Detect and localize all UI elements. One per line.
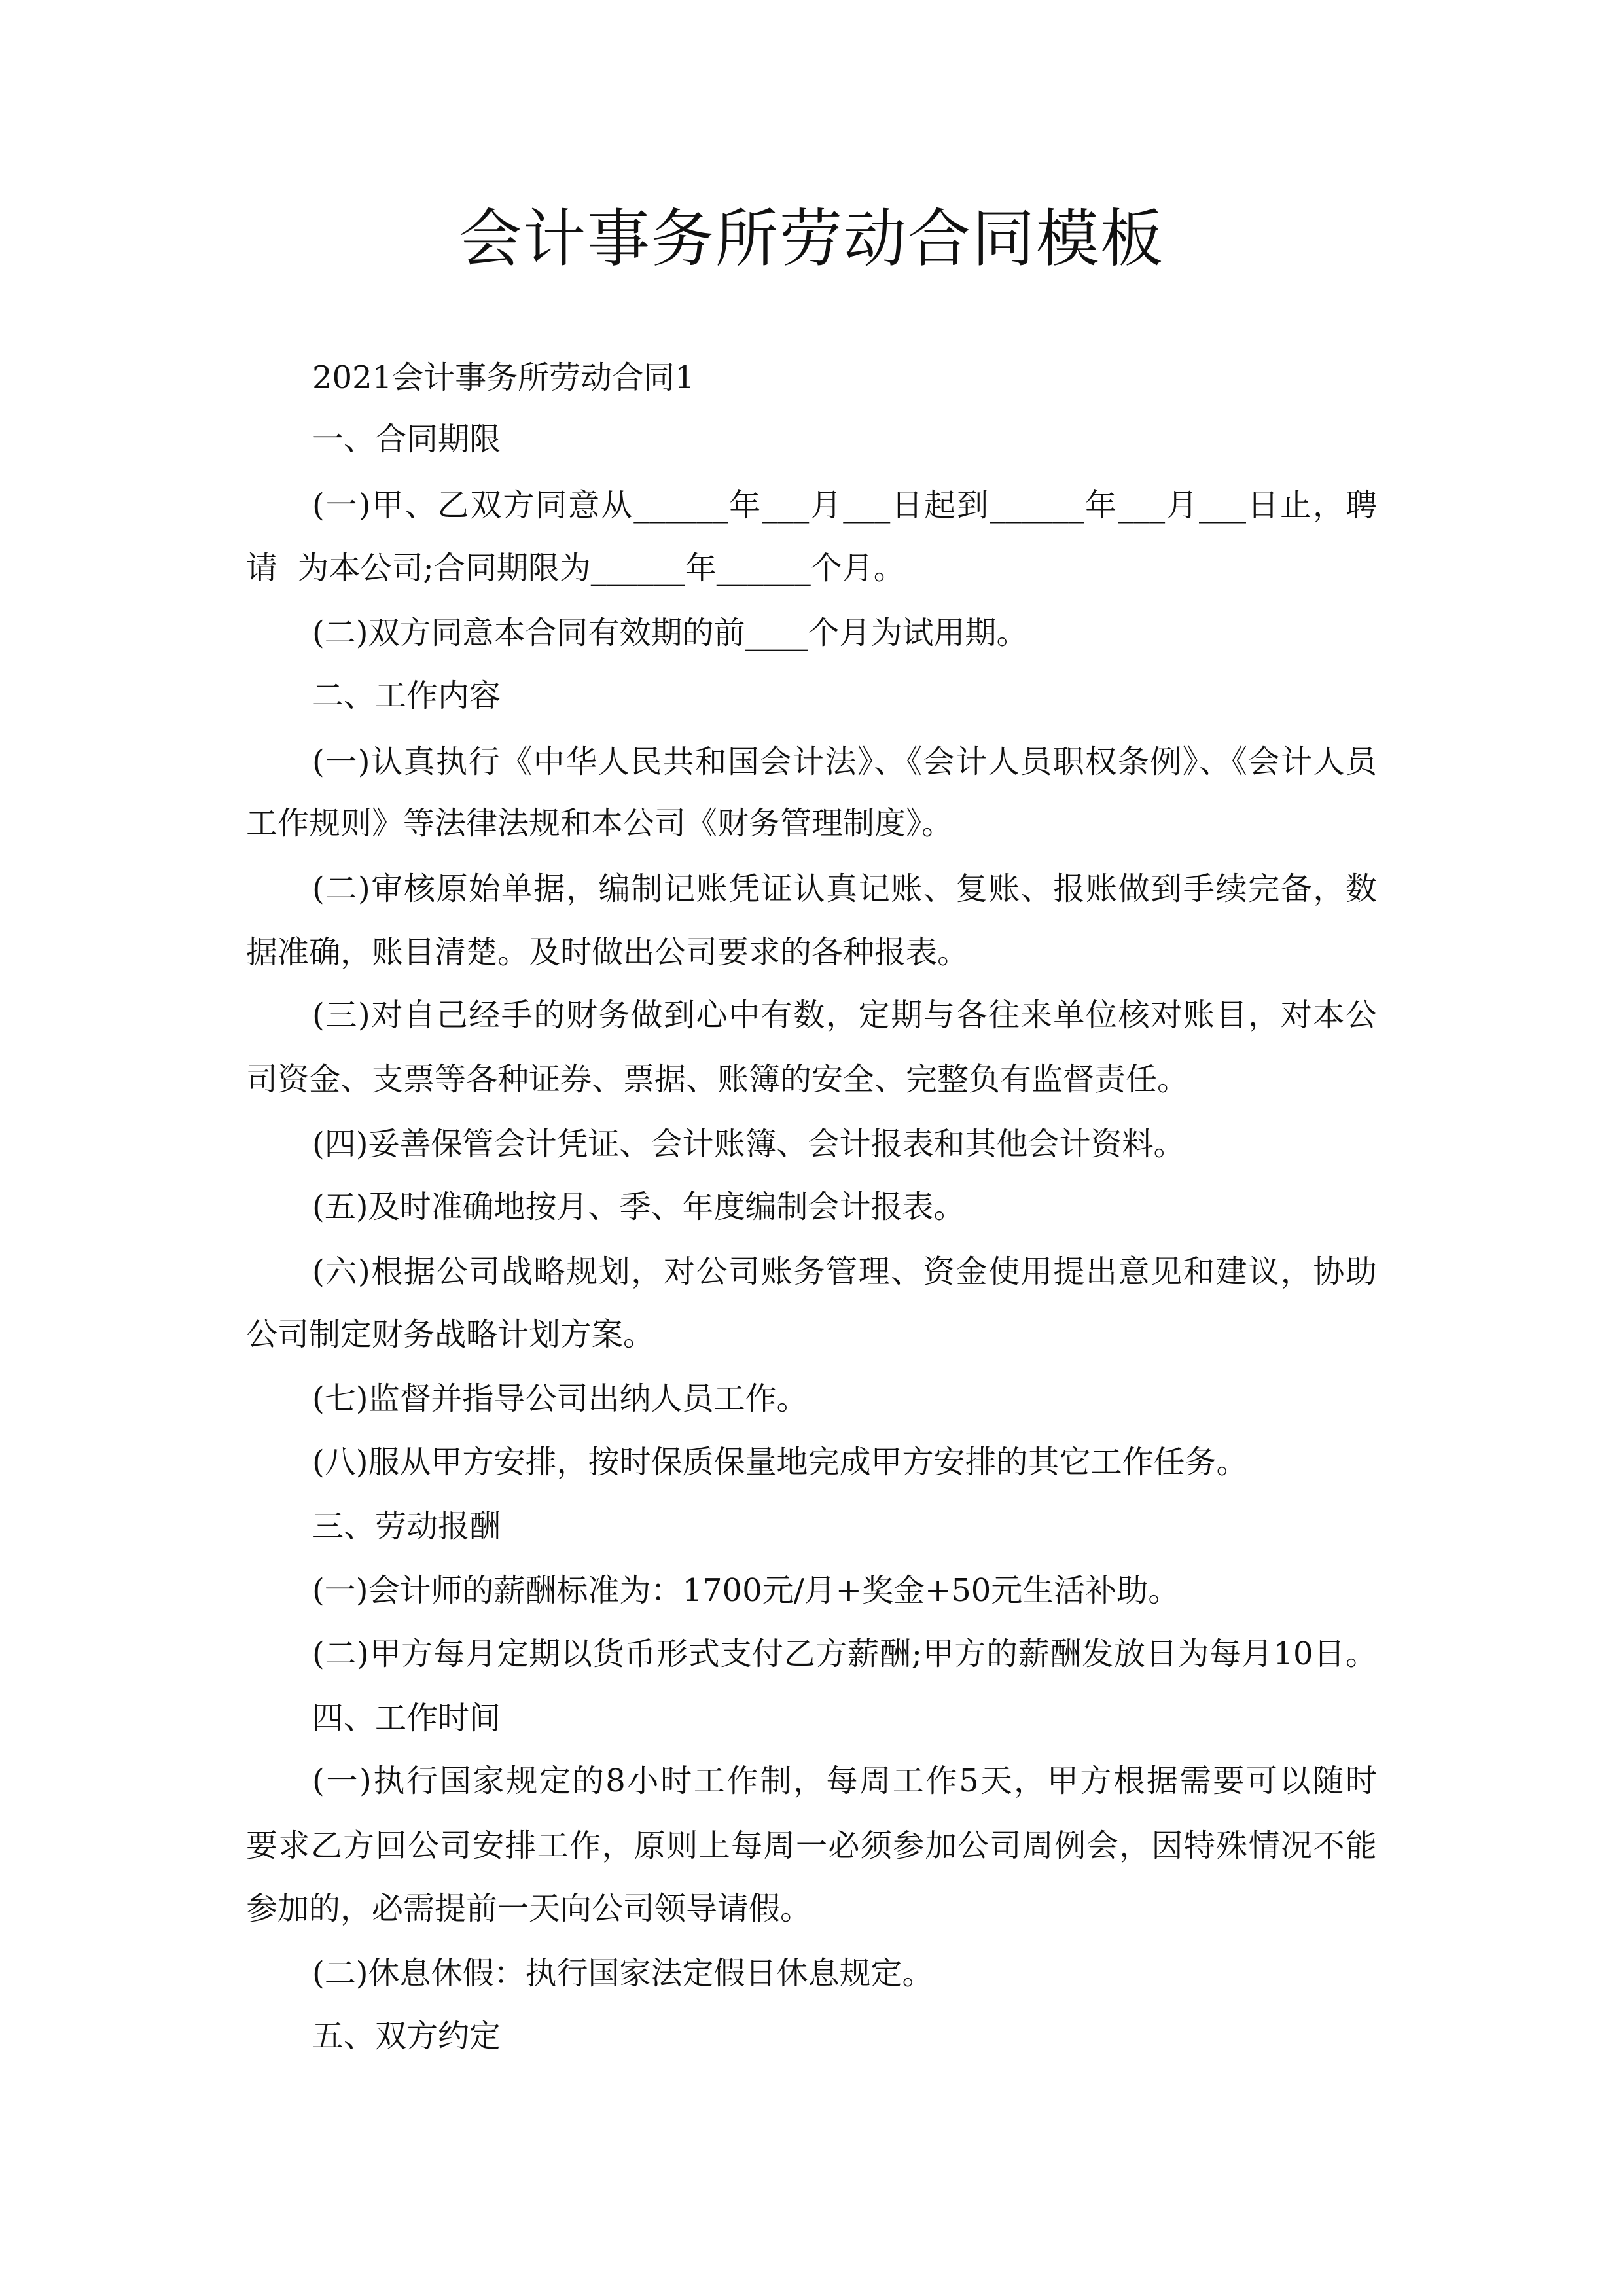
text-line: 公司制定财务战略计划方案。 <box>246 1316 655 1353</box>
text-line: 据准确，账目清楚。及时做出公司要求的各种报表。 <box>246 934 969 971</box>
text-line: (三)对自己经手的财务做到心中有数，定期与各往来单位核对账目，对本公 <box>312 997 1377 1033</box>
document-title: 会计事务所劳动合同模板 <box>459 202 1164 276</box>
text-line: (八)服从甲方安排，按时保质保量地完成甲方安排的其它工作任务。 <box>312 1444 1248 1480</box>
text-line: (一)会计师的薪酬标准为：1700元/月+奖金+50元生活补助。 <box>312 1572 1180 1609</box>
text-line: (二)休息休假：执行国家法定假日休息规定。 <box>312 1955 934 1992</box>
text-line: (四)妥善保管会计凭证、会计账簿、会计报表和其他会计资料。 <box>312 1126 1185 1162</box>
text-line: 司资金、支票等各种证券、票据、账簿的安全、完整负有监督责任。 <box>246 1061 1189 1098</box>
text-line: (二)双方同意本合同有效期的前____个月为试用期。 <box>312 615 1028 651</box>
text-line: 二、工作内容 <box>312 677 501 714</box>
text-line: 四、工作时间 <box>312 1700 501 1736</box>
text-line: (一)执行国家规定的8小时工作制，每周工作5天，甲方根据需要可以随时 <box>312 1763 1377 1799</box>
text-line: (五)及时准确地按月、季、年度编制会计报表。 <box>312 1189 965 1225</box>
text-line: (一)认真执行《中华人民共和国会计法》、《会计人员职权条例》、《会计人员 <box>312 744 1377 780</box>
text-line: (二)甲方每月定期以货币形式支付乙方薪酬;甲方的薪酬发放日为每月10日。 <box>312 1636 1377 1672</box>
text-line: 工作规则》等法律法规和本公司《财务管理制度》。 <box>246 805 954 842</box>
text-line: (一)甲、乙双方同意从______年___月___日起到______年___月___日止，聘 <box>312 487 1377 524</box>
text-line: 要求乙方回公司安排工作，原则上每周一必须参加公司周例会，因特殊情况不能 <box>246 1827 1377 1864</box>
text-line: 请 为本公司;合同期限为______年______个月。 <box>246 550 905 586</box>
text-line: 三、劳动报酬 <box>312 1508 501 1545</box>
text-line: (六)根据公司战略规划，对公司账务管理、资金使用提出意见和建议，协助 <box>312 1253 1377 1290</box>
text-line: 五、双方约定 <box>312 2018 501 2054</box>
text-line: (七)监督并指导公司出纳人员工作。 <box>312 1380 808 1417</box>
text-line: 2021会计事务所劳动合同1 <box>312 359 695 396</box>
text-line: (二)审核原始单据，编制记账凭证认真记账、复账、报账做到手续完备，数 <box>312 870 1377 907</box>
text-line: 参加的，必需提前一天向公司领导请假。 <box>246 1890 812 1927</box>
text-line: 一、合同期限 <box>312 421 501 457</box>
